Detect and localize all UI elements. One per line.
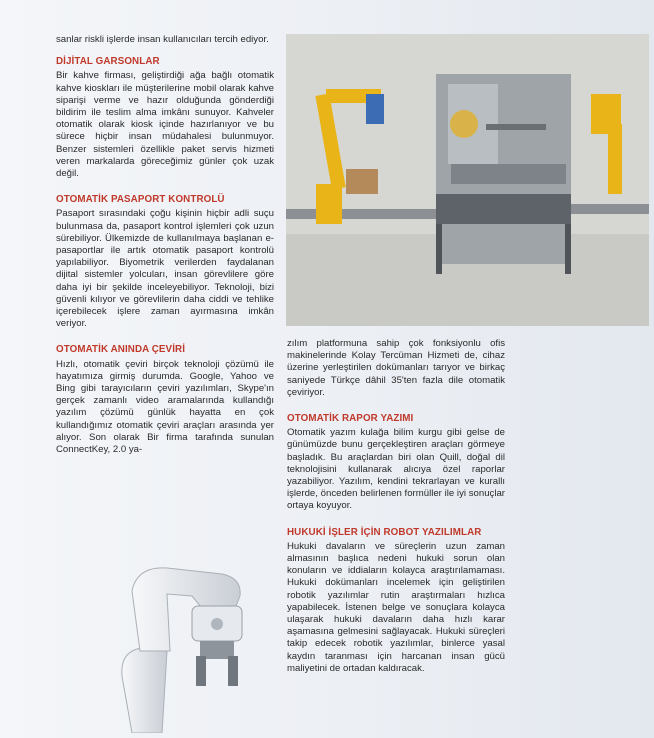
body-rapor-yazimi: Otomatik yazım kulağa bilim kurgu gibi gelse de günümüzde bunu gerçekleştiren araçları görmeye başladık. Bu araçlardan biri olan Quill, doğal dil teknolojisini kullanarak alıcıya özel raporlar yazabiliyor. Yazılım, kendini tekrarlayan ve kurallı işlerde, önceden belirlenen formüller ile iyi sonuçlar ortaya koyuyor. <box>287 427 505 512</box>
industrial-robot-photo <box>286 34 649 326</box>
heading-pasaport-kontrolu: OTOMATİK PASAPORT KONTROLÜ <box>56 194 225 206</box>
heading-dijital-garsonlar: DİJİTAL GARSONLAR <box>56 56 160 68</box>
body-pasaport-kontrolu: Pasaport sırasındaki çoğu kişinin hiçbir adli suçu bulunmasa da, pasaport kontrol işlemleri çok uzun sürebiliyor. Ülkemizde de kullanılmaya başlanan e-pasaportlar ile artık otomatik pasaport kontrolü yapılabiliyor. Biyometrik verilerden faydalanan dijital sistemler yolcuları, insan görevlilere göre daha iyi bir şekilde inceleyebiliyor. Teknoloji, bizi güvenli kılıyor ve görevlilerin daha ciddi ve tehlike içerebilecek işlere zaman ayırmasına imkân veriyor. <box>56 208 274 330</box>
white-robot-arm <box>92 556 282 733</box>
heading-aninda-ceviri: OTOMATİK ANINDA ÇEVİRİ <box>56 344 186 356</box>
body-dijital-garsonlar: Bir kahve firması, geliştirdiği ağa bağlı otomatik kahve kioskları ile müşterilerine mobil olarak kahve siparişi verme ve hazır olduğunda gönderdiği bildirim ile teslim alma imkânı sunuyor. Kahveler otomatik olarak kiosk içinde hazırlanıyor ve bu sürece hiçbir insan müdahalesi bulunmuyor. Benzer sistemleri özellikle paket servis hizmeti veren markalarda göreceğimiz günler çok uzak değil. <box>56 70 274 180</box>
heading-rapor-yazimi: OTOMATİK RAPOR YAZIMI <box>287 413 414 425</box>
right-column <box>287 338 505 675</box>
intro-text: sanlar riskli işlerde insan kullanıcıları tercih ediyor. <box>56 34 269 45</box>
body-ceviri-continued: zılım platformuna sahip çok fonksiyonlu ofis makinelerinde Kolay Tercüman Hizmeti de, cihaz üzerine yerleştirilen dokümanları tarıyor ve birkaç saniyede Türkçe dâhil 35'ten fazla dile otomatik çeviriyor. <box>287 338 505 398</box>
body-hukuki-isler: Hukuki davaların ve süreçlerin uzun zaman almasının başlıca nedeni hukuki sorun olan konuların ve iddiaların kolayca araştırılamaması. Hukuki dokümanları incelemek için geliştirilen robotik yazılımlar rutin araştırmaları hızlıca yapabilecek. İstenen belge ve sonuçlara kolayca ulaşarak hukuki davaların daha hızlı karar aşamasına gelmesini sağlayacak. Hukuki süreçleri takip edecek robotik yazılımlar, binlerce yasal kaydın taranması için harcanan insan gücü maliyetini de ortadan kaldıracak. <box>287 540 505 674</box>
body-aninda-ceviri: Hızlı, otomatik çeviri birçok teknoloji çözümü ile hayatımıza girmiş durumda. Google, Yahoo ve Bing gibi tarayıcıların çeviri yazılımları, Skype'ın gerçek zamanlı video aramalarında kullandığı yazılım çözümü günlük hayatta en çok kullandığımız otomatik çeviri araçları arasında yer alıyor. Son olarak Bir firma tarafında sunulan ConnectKey, 2.0 ya- <box>56 358 274 456</box>
left-column <box>56 34 274 456</box>
heading-hukuki-isler: HUKUKİ İŞLER İÇİN ROBOT YAZILIMLAR <box>287 526 482 538</box>
